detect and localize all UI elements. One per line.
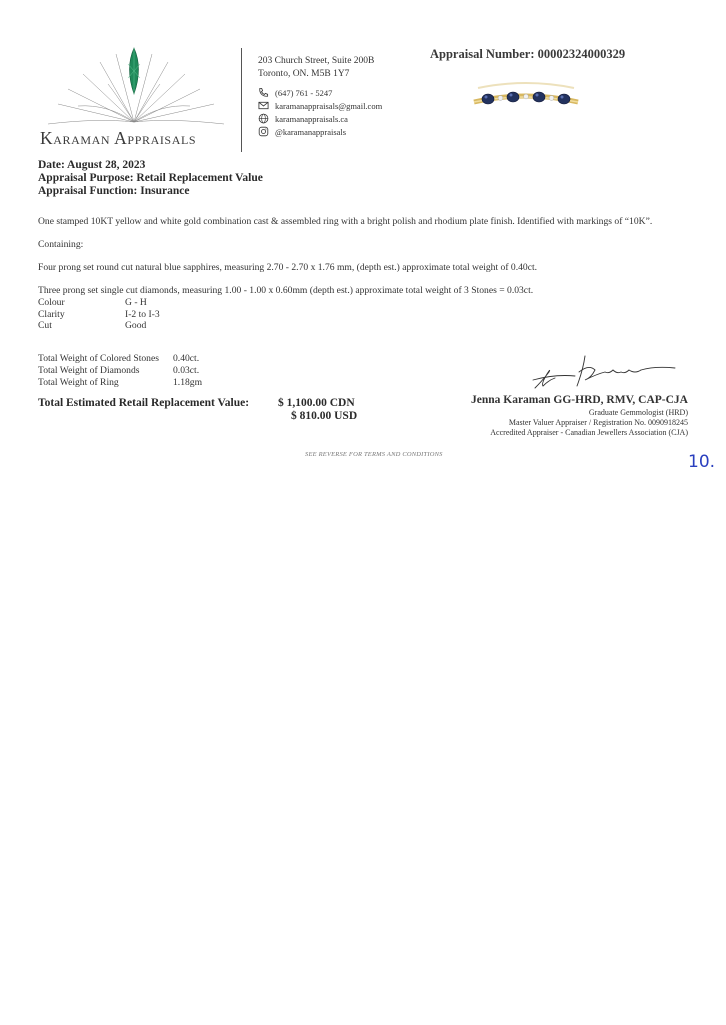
address-line-2: Toronto, ON. M5B 1Y7 [258,69,350,79]
appraiser-credential-2: Master Valuer Appraiser / Registration No. 0090918245 [508,418,688,427]
terms-notice: SEE REVERSE FOR TERMS AND CONDITIONS [305,451,443,458]
brand-name: Karaman Appraisals [40,128,197,148]
grade-value-clarity: I-2 to I-3 [125,309,160,320]
diamond-description: Three prong set single cut diamonds, measuring 1.00 - 1.00 x 0.60mm (depth est.) approximate total weight of 3 Stones = 0.03ct. [38,285,534,296]
contact-text: karamanappraisals@gmail.com [275,100,383,111]
email-icon [258,100,269,111]
grade-label-clarity: Clarity [38,309,65,320]
ring-description: One stamped 10KT yellow and white gold combination cast & assembled ring with a bright polish and rhodium plate finish. Identified with markings of “10K”. [38,216,653,227]
globe-icon [258,113,269,124]
contact-website[interactable] [258,113,348,124]
appraisal-purpose: Appraisal Purpose: Retail Replacement Value [38,172,263,184]
total-value-label: Total Estimated Retail Replacement Value: [38,397,250,409]
grade-value-cut: Good [125,320,147,331]
instagram-icon [258,126,269,137]
contact-text: @karamanappraisals [275,126,347,137]
total-weight-ring-value: 1.18gm [173,377,203,388]
total-weight-colored-stones-value: 0.40ct. [173,353,200,364]
appraisal-function: Appraisal Function: Insurance [38,185,190,197]
containing-label: Containing: [38,239,84,250]
contact-phone [258,87,332,98]
appraiser-credential-1: Graduate Gemmologist (HRD) [588,408,688,417]
handwritten-signature [525,350,685,395]
grade-label-colour: Colour [38,297,65,308]
sapphire-description: Four prong set round cut natural blue sapphires, measuring 2.70 - 2.70 x 1.76 mm, (depth est.) approximate total weight of 0.40ct. [38,262,538,273]
total-value-cdn: $ 1,100.00 CDN [278,397,355,409]
phone-icon [258,87,269,98]
total-weight-colored-stones-label: Total Weight of Colored Stones [38,353,159,364]
grade-label-cut: Cut [38,320,52,331]
appraisal-number: Appraisal Number: 00002324000329 [430,47,626,61]
address-line-1: 203 Church Street, Suite 200B [258,56,375,66]
ring-photo [470,80,582,116]
appraisal-date: Date: August 28, 2023 [38,159,146,171]
contact-instagram[interactable] [258,126,346,137]
total-weight-diamonds-value: 0.03ct. [173,365,200,376]
page-number: 10. [688,452,716,472]
total-value-usd: $ 810.00 USD [291,410,358,422]
total-weight-ring-label: Total Weight of Ring [38,377,119,388]
header-divider [241,48,242,152]
total-weight-diamonds-label: Total Weight of Diamonds [38,365,140,376]
grade-value-colour: G - H [125,297,147,308]
contact-email[interactable] [258,100,382,111]
contact-text: (647) 761 - 5247 [275,87,333,98]
appraiser-name: Jenna Karaman GG-HRD, RMV, CAP-CJA [470,394,688,406]
appraiser-credential-3: Accredited Appraiser - Canadian Jewellers Association (CJA) [490,428,688,437]
contact-text: karamanappraisals.ca [275,113,348,124]
